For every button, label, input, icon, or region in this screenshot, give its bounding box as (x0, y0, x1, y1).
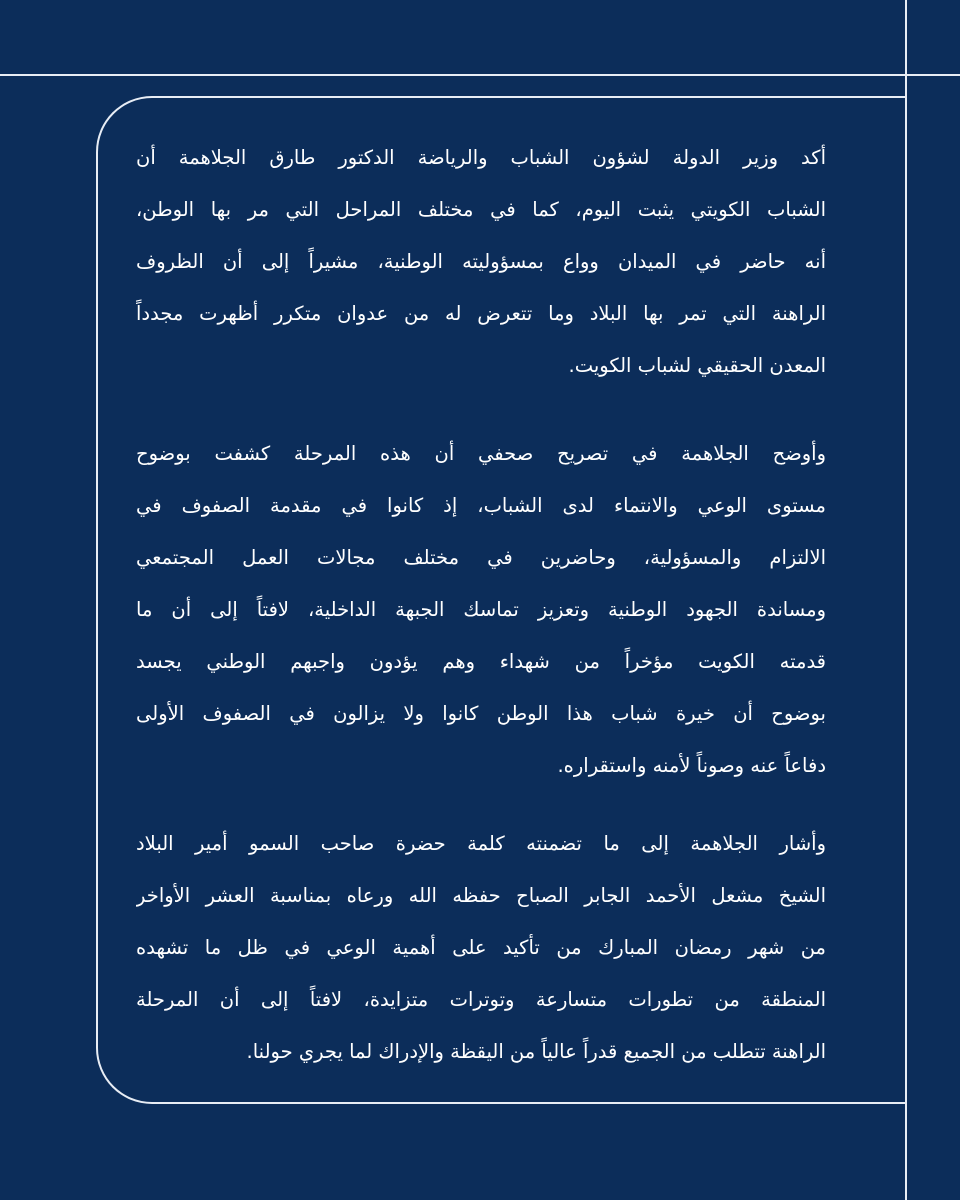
paragraph-line: ومساندة الجهود الوطنية وتعزيز تماسك الجبهة الداخلية، لافتاً إلى أن ما (136, 598, 826, 621)
paragraph-line: قدمته الكويت مؤخراً من شهداء وهم يؤدون واجبهم الوطني يجسد (136, 650, 826, 673)
paragraph-2 (136, 428, 826, 792)
paragraph-line: الراهنة التي تمر بها البلاد وما تتعرض له من عدوان متكرر أظهرت مجدداً (136, 302, 826, 325)
paragraph-line: الشباب الكويتي يثبت اليوم، كما في مختلف المراحل التي مر بها الوطن، (136, 198, 826, 221)
paragraph-line: أنه حاضر في الميدان وواع بمسؤوليته الوطنية، مشيراً إلى أن الظروف (136, 250, 826, 273)
paragraph-line: دفاعاً عنه وصوناً لأمنه واستقراره. (557, 754, 826, 777)
paragraph-line: بوضوح أن خيرة شباب هذا الوطن كانوا ولا يزالون في الصفوف الأولى (136, 702, 826, 725)
paragraph-line: وأوضح الجلاهمة في تصريح صحفي أن هذه المرحلة كشفت بوضوح (136, 442, 826, 465)
paragraph-line: وأشار الجلاهمة إلى ما تضمنته كلمة حضرة صاحب السمو أمير البلاد (136, 832, 826, 855)
frame-line-horizontal (0, 74, 960, 76)
paragraph-line: المنطقة من تطورات متسارعة وتوترات متزايدة، لافتاً إلى أن المرحلة (136, 988, 826, 1011)
paragraph-line: مستوى الوعي والانتماء لدى الشباب، إذ كانوا في مقدمة الصفوف في (136, 494, 826, 517)
paragraph-line: الراهنة تتطلب من الجميع قدراً عالياً من اليقظة والإدراك لما يجري حولنا. (246, 1040, 826, 1063)
paragraph-line: الالتزام والمسؤولية، وحاضرين في مختلف مجالات العمل المجتمعي (136, 546, 826, 569)
paragraph-line: المعدن الحقيقي لشباب الكويت. (568, 354, 826, 377)
paragraph-line: الشيخ مشعل الأحمد الجابر الصباح حفظه الله ورعاه بمناسبة العشر الأواخر (136, 884, 826, 907)
paragraph-line: من شهر رمضان المبارك من تأكيد على أهمية الوعي في ظل ما تشهده (136, 936, 826, 959)
paragraph-3 (136, 818, 826, 1078)
paragraph-line: أكد وزير الدولة لشؤون الشباب والرياضة الدكتور طارق الجلاهمة أن (136, 146, 826, 169)
paragraph-1 (136, 132, 826, 392)
